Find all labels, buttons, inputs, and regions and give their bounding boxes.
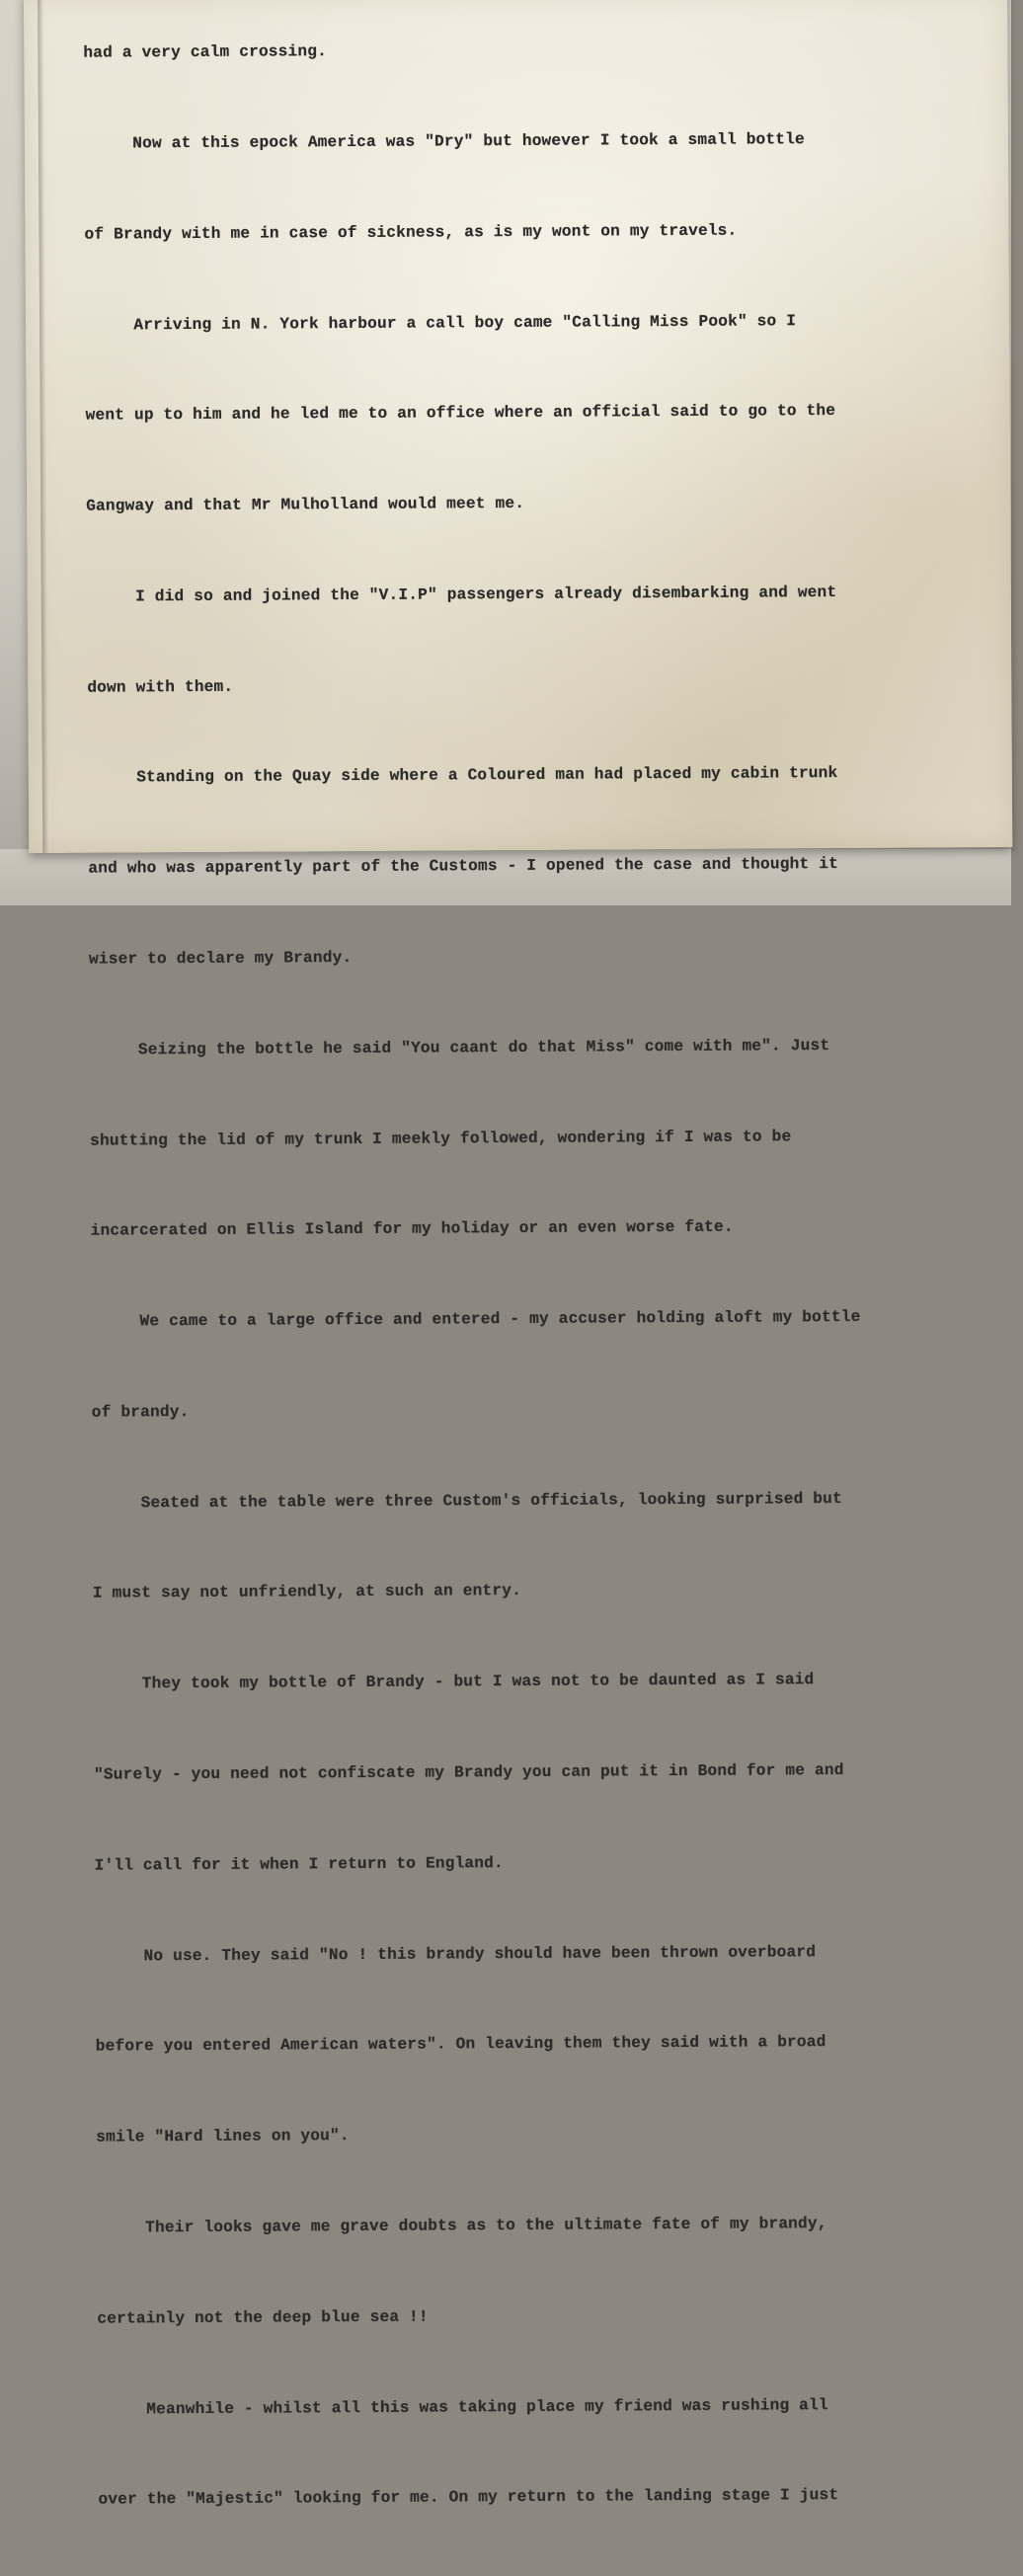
text-line: Arriving in N. York harbour a call boy came "Calling Miss Pook" so I [84,311,797,335]
text-line: certainly not the deep blue sea !! [97,2307,429,2328]
text-line: down with them. [87,677,234,697]
text-line: I did so and joined the "V.I.P" passengers already disembarking and went [86,583,837,606]
text-line: They took my bottle of Brandy - but I was not to be daunted as I said [93,1671,815,1693]
typed-text-block [83,0,987,2576]
text-line: "Surely - you need not confiscate my Brandy you can put it in Bond for me and [93,1760,844,1784]
text-line: Standing on the Quay side where a Coloured man had placed my cabin trunk [87,764,838,788]
typed-page [24,0,1012,2509]
text-line: shutting the lid of my trunk I meekly followed, wondering if I was to be [90,1127,792,1150]
text-line: smile "Hard lines on you". [96,2127,350,2147]
text-line: had a very calm crossing. [83,42,328,62]
text-line: Gangway and that Mr Mulholland would meet me. [86,495,525,515]
text-line: Seizing the bottle he said "You caant do that Miss" come with me". Just [89,1036,830,1059]
text-line: before you entered American waters". On leaving them they said with a broad [95,2033,826,2056]
text-line: of brandy. [91,1402,190,1422]
text-line: Meanwhile - whilst all this was taking place my friend was rushing all [97,2395,828,2419]
text-line: over the "Majestic" looking for me. On my return to the landing stage I just [98,2486,839,2509]
text-line: Now at this epock America was "Dry" but however I took a small bottle [83,130,805,153]
text-line: wiser to declare my Brandy. [88,948,353,969]
text-line: of Brandy with me in case of sickness, as is my wont on my travels. [84,221,738,244]
text-line: We came to a large office and entered - my accuser holding aloft my bottle [91,1307,861,1331]
page-edge-shadow [38,0,48,853]
text-line: I must say not unfriendly, at such an entry. [92,1582,521,1603]
text-line: and who was apparently part of the Customs - I opened the case and thought it [88,855,839,878]
text-line: went up to him and he led me to an office where an official said to go to the [85,402,836,425]
text-line: No use. They said "No ! this brandy should have been thrown overboard [95,1942,817,1966]
text-line: incarcerated on Ellis Island for my holiday or an even worse fate. [90,1217,734,1240]
text-line: I'll call for it when I return to England. [94,1853,504,1875]
text-line: Their looks gave me grave doubts as to the ultimate fate of my brandy, [96,2215,827,2237]
text-line: Seated at the table were three Custom's officials, looking surprised but [92,1489,842,1513]
